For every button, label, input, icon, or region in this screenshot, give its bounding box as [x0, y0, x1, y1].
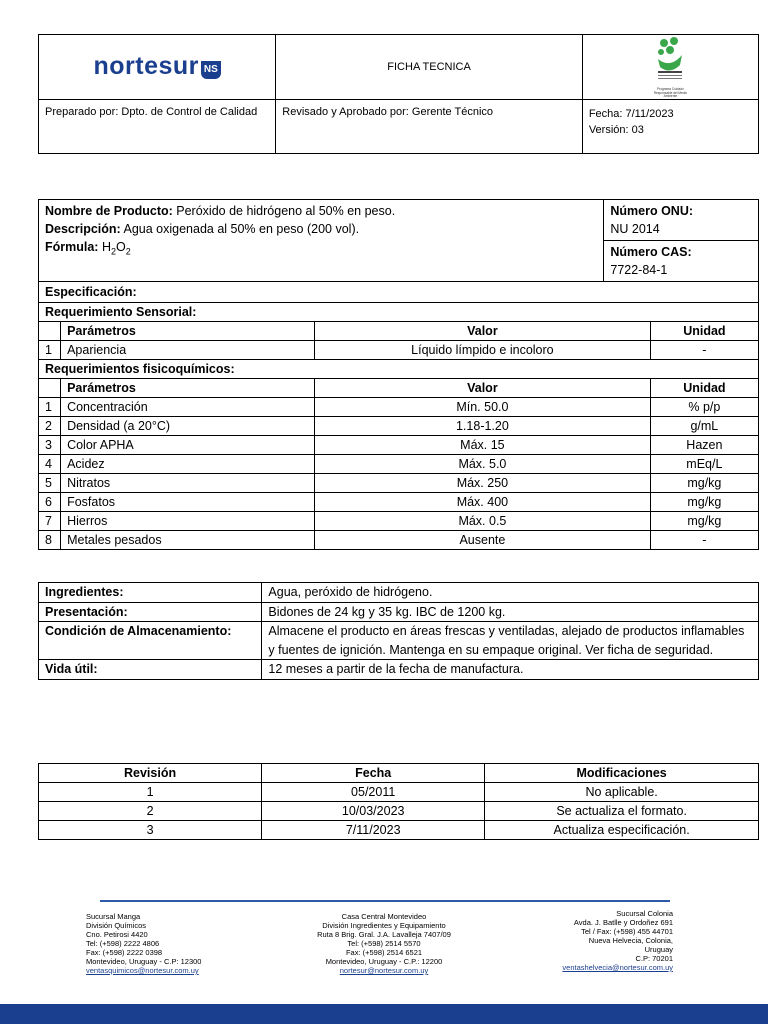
sensorial-title: Requerimiento Sensorial:: [39, 303, 759, 322]
footer-line: Tel: (+598) 2222 4806: [86, 939, 160, 948]
footer-branch-colonia: [473, 909, 673, 972]
row-value: Máx. 5.0: [315, 455, 651, 474]
info-label: Vida útil:: [39, 660, 262, 680]
footer-line: Montevideo, Uruguay - C.P: 12300: [86, 957, 202, 966]
footer-line: C.P: 70201: [635, 954, 673, 963]
row-value: Mín. 50.0: [315, 398, 651, 417]
revision-modification: Actualiza especificación.: [485, 821, 759, 840]
product-info-table: [38, 582, 759, 680]
info-row: [39, 583, 759, 603]
info-row: [39, 660, 759, 680]
product-name-value: Peróxido de hidrógeno al 50% en peso.: [172, 204, 396, 218]
footer-line: Sucursal Colonia: [616, 909, 673, 918]
footer-color-bar: [0, 1004, 768, 1024]
footer-line: Tel / Fax: (+598) 455 44701: [581, 927, 673, 936]
row-unit: % p/p: [650, 398, 758, 417]
row-unit: Hazen: [650, 436, 758, 455]
table-row: [39, 493, 759, 512]
seal-cell: [582, 35, 758, 100]
product-name-label: Nombre de Producto:: [45, 204, 173, 218]
table-row: [39, 531, 759, 550]
footer-line: Nueva Helvecia, Colonia,: [588, 936, 673, 945]
table-row: [39, 341, 759, 360]
row-param: Color APHA: [61, 436, 315, 455]
row-param: Acidez: [61, 455, 315, 474]
revision-table: [38, 763, 759, 840]
table-row: [39, 783, 759, 802]
sensorial-header-unit: Unidad: [650, 322, 758, 341]
info-label: Presentación:: [39, 602, 262, 622]
onu-cell: [604, 200, 759, 241]
sensorial-header-value: Valor: [315, 322, 651, 341]
footer-line: Cno. Petirosi 4420: [86, 930, 148, 939]
row-value: Máx. 15: [315, 436, 651, 455]
row-value: Máx. 250: [315, 474, 651, 493]
row-unit: mg/kg: [650, 474, 758, 493]
row-value: Ausente: [315, 531, 651, 550]
info-value: Bidones de 24 kg y 35 kg. IBC de 1200 kg.: [262, 602, 759, 622]
formula-value: $H_2O_2$: [98, 240, 131, 257]
row-param: Metales pesados: [61, 531, 315, 550]
footer-line: Uruguay: [644, 945, 673, 954]
row-index: 2: [39, 417, 61, 436]
document-title: FICHA TECNICA: [276, 35, 583, 100]
table-row: [39, 821, 759, 840]
physchem-header-value: Valor: [315, 379, 651, 398]
table-row: [39, 398, 759, 417]
row-index: 7: [39, 512, 61, 531]
date-version-cell: [582, 99, 758, 153]
revision-header: Revisión: [39, 764, 262, 783]
onu-label: Número ONU:: [610, 204, 694, 218]
logo-cell: [39, 35, 276, 100]
logo-badge: NS: [201, 61, 221, 79]
cas-cell: [604, 241, 759, 282]
seal-caption: Programa Cuidado Responsable del Medio Ambiente: [653, 87, 688, 99]
footer-line: Montevideo, Uruguay - C.P.: 12200: [325, 957, 443, 966]
footer-main-office: [284, 912, 484, 975]
info-value: 12 meses a partir de la fecha de manufactura.: [262, 660, 759, 680]
sensorial-header-index: [39, 322, 61, 341]
environment-seal-icon: [650, 35, 690, 85]
document-version: Versión: 03: [588, 123, 644, 136]
formula-label: Fórmula:: [45, 240, 99, 254]
product-spec-table: [38, 199, 759, 550]
row-param: Concentración: [61, 398, 315, 417]
row-value: Líquido límpido e incoloro: [315, 341, 651, 360]
footer-email-link[interactable]: ventashelvecia@nortesur.com.uy: [562, 963, 673, 972]
cas-label: Número CAS:: [610, 245, 692, 259]
footer-line: Casa Central Montevideo: [341, 912, 427, 921]
row-unit: -: [650, 341, 758, 360]
row-unit: -: [650, 531, 758, 550]
row-index: 6: [39, 493, 61, 512]
date-header: Fecha: [262, 764, 485, 783]
physchem-header-param: Parámetros: [61, 379, 315, 398]
spec-label: Especificación:: [39, 282, 759, 303]
info-row: [39, 602, 759, 622]
footer-line: Sucursal Manga: [86, 912, 141, 921]
row-param: Densidad (a 20°C): [61, 417, 315, 436]
physchem-title: Requerimientos fisicoquímicos:: [39, 360, 759, 379]
footer-line: Tel: (+598) 2514 5570: [347, 939, 421, 948]
cas-value: 7722-84-1: [610, 263, 668, 277]
row-index: 1: [39, 341, 61, 360]
table-row: [39, 474, 759, 493]
info-row: [39, 622, 759, 660]
prepared-by: Preparado por: Dpto. de Control de Calidad: [39, 99, 276, 153]
row-param: Fosfatos: [61, 493, 315, 512]
table-row: [39, 436, 759, 455]
modification-header: Modificaciones: [485, 764, 759, 783]
physchem-header-index: [39, 379, 61, 398]
row-index: 5: [39, 474, 61, 493]
revision-date: 7/11/2023: [262, 821, 485, 840]
row-param: Hierros: [61, 512, 315, 531]
revision-number: 2: [39, 802, 262, 821]
row-index: 4: [39, 455, 61, 474]
revision-number: 3: [39, 821, 262, 840]
row-unit: mg/kg: [650, 493, 758, 512]
product-identity-cell: [39, 200, 604, 282]
reviewed-by: Revisado y Aprobado por: Gerente Técnico: [276, 99, 583, 153]
footer-branch-manga: [86, 912, 286, 975]
revision-modification: No aplicable.: [485, 783, 759, 802]
revision-date: 05/2011: [262, 783, 485, 802]
row-index: 1: [39, 398, 61, 417]
physchem-header-unit: Unidad: [650, 379, 758, 398]
row-index: 3: [39, 436, 61, 455]
table-row: [39, 455, 759, 474]
footer-line: División Ingredientes y Equipamiento: [322, 921, 446, 930]
footer-email-link[interactable]: ventasquimicos@nortesur.com.uy: [86, 966, 199, 975]
row-unit: mEq/L: [650, 455, 758, 474]
info-label: Condición de Almacenamiento:: [39, 622, 262, 660]
footer-divider: [100, 900, 670, 902]
footer-email-link[interactable]: nortesur@nortesur.com.uy: [339, 966, 429, 975]
revision-date: 10/03/2023: [262, 802, 485, 821]
footer-line: Avda. J. Batlle y Ordoñez 691: [573, 918, 673, 927]
row-param: Apariencia: [61, 341, 315, 360]
footer-line: Ruta 8 Brig. Gral. J.A. Lavalleja 7407/09: [317, 930, 451, 939]
table-row: [39, 802, 759, 821]
row-value: Máx. 400: [315, 493, 651, 512]
footer-line: División Químicos: [86, 921, 147, 930]
revision-number: 1: [39, 783, 262, 802]
header-table: [38, 34, 759, 154]
row-param: Nitratos: [61, 474, 315, 493]
info-value: Almacene el producto en áreas frescas y ventiladas, alejado de productos inflamables y fuentes de ignición. Mantenga en su empaque original. Ver ficha de seguridad.: [262, 622, 759, 660]
document-date: Fecha: 7/11/2023: [588, 107, 674, 120]
row-value: 1.18-1.20: [315, 417, 651, 436]
row-index: 8: [39, 531, 61, 550]
row-unit: g/mL: [650, 417, 758, 436]
info-value: Agua, peróxido de hidrógeno.: [262, 583, 759, 603]
row-value: Máx. 0.5: [315, 512, 651, 531]
table-row: [39, 512, 759, 531]
onu-value: NU 2014: [610, 222, 660, 236]
table-row: [39, 417, 759, 436]
company-logo: nortesur: [93, 52, 199, 81]
sensorial-header-param: Parámetros: [61, 322, 315, 341]
description-value: Agua oxigenada al 50% en peso (200 vol).: [120, 222, 360, 236]
footer-line: Fax: (+598) 2514 6521: [345, 948, 423, 957]
description-label: Descripción:: [45, 222, 121, 236]
footer-line: Fax: (+598) 2222 0398: [86, 948, 163, 957]
row-unit: mg/kg: [650, 512, 758, 531]
revision-modification: Se actualiza el formato.: [485, 802, 759, 821]
info-label: Ingredientes:: [39, 583, 262, 603]
